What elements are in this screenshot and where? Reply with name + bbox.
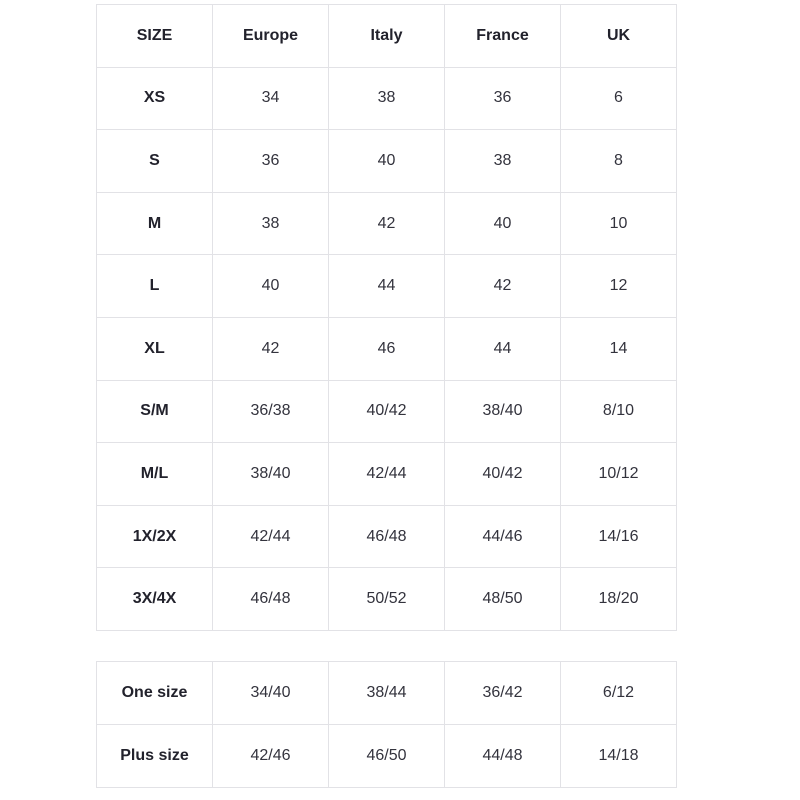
cell-europe: 42/46 — [213, 725, 329, 788]
column-header-europe-label: Europe — [242, 27, 299, 44]
cell-europe: 38 — [213, 192, 329, 255]
cell-italy: 38 — [329, 67, 445, 130]
cell-europe: 36/38 — [213, 380, 329, 443]
cell-france: 36 — [445, 67, 561, 130]
cell-italy: 38/44 — [329, 662, 445, 725]
cell-italy: 40/42 — [329, 380, 445, 443]
column-header-france-label: France — [476, 27, 529, 44]
table-row — [97, 443, 677, 506]
cell-italy: 42/44 — [329, 443, 445, 506]
column-header-size — [97, 5, 213, 68]
table-row — [97, 67, 677, 130]
cell-france: 38/40 — [445, 380, 561, 443]
row-label: M — [97, 192, 213, 255]
cell-uk: 8/10 — [561, 380, 677, 443]
table-row — [97, 317, 677, 380]
row-label: Plus size — [97, 725, 213, 788]
table-row — [97, 505, 677, 568]
cell-italy: 46/48 — [329, 505, 445, 568]
cell-europe: 38/40 — [213, 443, 329, 506]
cell-uk: 6/12 — [561, 662, 677, 725]
table-row — [97, 662, 677, 725]
cell-france: 42 — [445, 255, 561, 318]
cell-uk: 14 — [561, 317, 677, 380]
table-row — [97, 192, 677, 255]
one-size-plus-size-table — [96, 661, 677, 788]
column-header-italy-label: Italy — [370, 27, 403, 44]
cell-italy: 40 — [329, 130, 445, 193]
table-row — [97, 568, 677, 631]
row-label: S — [97, 130, 213, 193]
row-label: L — [97, 255, 213, 318]
cell-uk: 10/12 — [561, 443, 677, 506]
cell-uk: 12 — [561, 255, 677, 318]
cell-uk: 10 — [561, 192, 677, 255]
cell-france: 44/46 — [445, 505, 561, 568]
cell-europe: 42 — [213, 317, 329, 380]
cell-europe: 36 — [213, 130, 329, 193]
cell-uk: 14/18 — [561, 725, 677, 788]
cell-europe: 46/48 — [213, 568, 329, 631]
table-row — [97, 380, 677, 443]
cell-uk: 14/16 — [561, 505, 677, 568]
cell-europe: 34/40 — [213, 662, 329, 725]
table-header-row — [97, 5, 677, 68]
cell-france: 48/50 — [445, 568, 561, 631]
column-header-uk — [561, 5, 677, 68]
row-label: 1X/2X — [97, 505, 213, 568]
column-header-europe — [213, 5, 329, 68]
cell-italy: 50/52 — [329, 568, 445, 631]
cell-france: 44 — [445, 317, 561, 380]
row-label: One size — [97, 662, 213, 725]
table-row — [97, 130, 677, 193]
cell-france: 38 — [445, 130, 561, 193]
cell-uk: 8 — [561, 130, 677, 193]
row-label: XL — [97, 317, 213, 380]
cell-italy: 44 — [329, 255, 445, 318]
cell-italy: 42 — [329, 192, 445, 255]
cell-europe: 34 — [213, 67, 329, 130]
column-header-size-label: SIZE — [136, 27, 173, 44]
size-conversion-table — [96, 4, 677, 631]
column-header-uk-label: UK — [606, 27, 631, 44]
cell-france: 40 — [445, 192, 561, 255]
column-header-france — [445, 5, 561, 68]
row-label: S/M — [97, 380, 213, 443]
row-label: 3X/4X — [97, 568, 213, 631]
table-row — [97, 255, 677, 318]
cell-france: 44/48 — [445, 725, 561, 788]
cell-france: 36/42 — [445, 662, 561, 725]
row-label: XS — [97, 67, 213, 130]
table-row — [97, 725, 677, 788]
column-header-italy — [329, 5, 445, 68]
cell-france: 40/42 — [445, 443, 561, 506]
cell-uk: 18/20 — [561, 568, 677, 631]
cell-uk: 6 — [561, 67, 677, 130]
cell-italy: 46/50 — [329, 725, 445, 788]
cell-italy: 46 — [329, 317, 445, 380]
row-label: M/L — [97, 443, 213, 506]
cell-europe: 42/44 — [213, 505, 329, 568]
cell-europe: 40 — [213, 255, 329, 318]
